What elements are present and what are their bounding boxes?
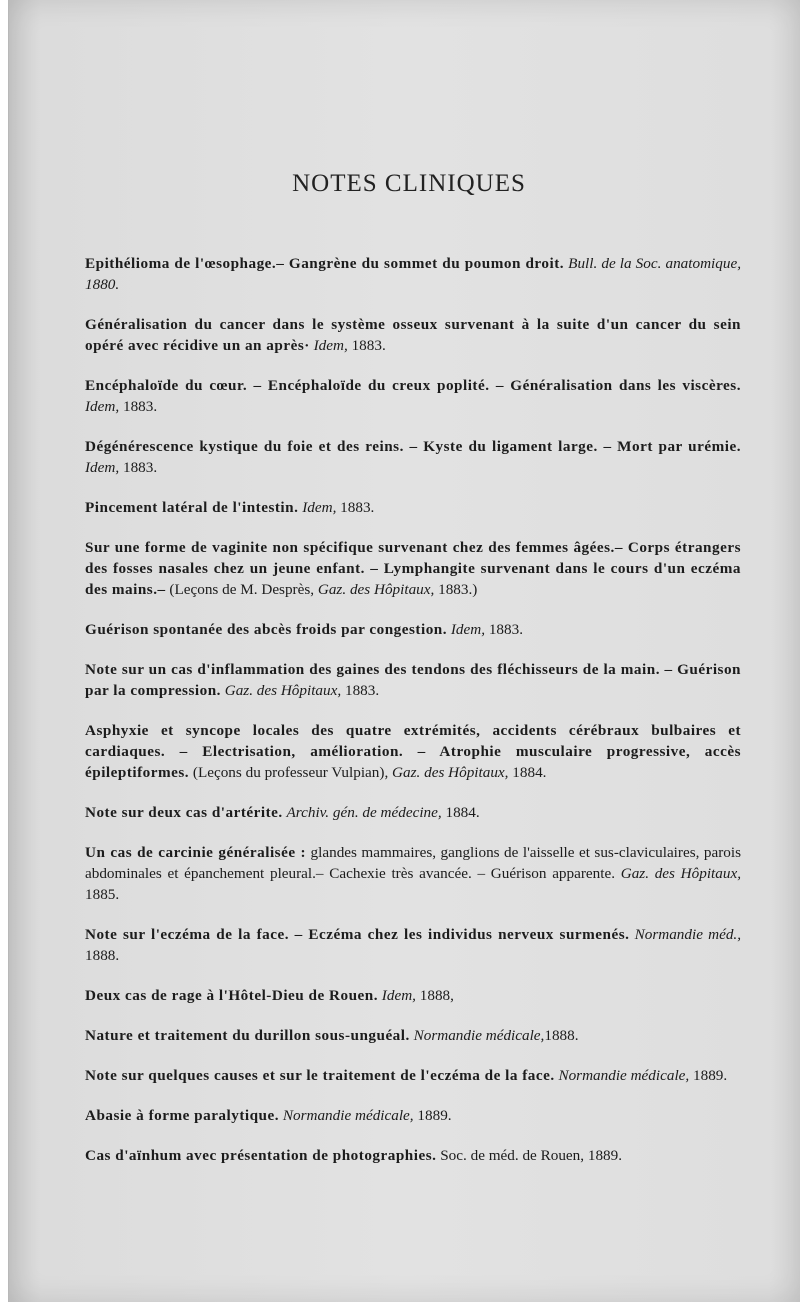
- entry-year: 1888.: [544, 1027, 579, 1044]
- entry-title: Note sur quelques causes et sur le traitement de l'eczéma de la face.: [85, 1067, 555, 1084]
- list-item: [85, 720, 741, 783]
- entry-source: Normandie méd.,: [634, 926, 742, 943]
- list-item: [85, 1065, 741, 1086]
- entry-title: Sur une forme de vaginite non spécifique survenant chez des femmes âgées.– Corps étrangers des fosses nasales chez un jeune enfant. – Lymphangite survenant dans le cours d'un eczéma des mains.–: [85, 539, 741, 598]
- entry-source: Idem,: [381, 987, 416, 1004]
- list-item: [85, 314, 741, 356]
- entry-title: Encéphaloïde du cœur. – Encéphaloïde du creux poplité. – Généralisation dans les viscères.: [85, 377, 741, 394]
- entry-year: 1885.: [85, 886, 120, 903]
- list-item: [85, 1145, 741, 1166]
- list-item: [85, 659, 741, 701]
- entry-title: Note sur deux cas d'artérite.: [85, 804, 283, 821]
- entry-title: Asphyxie et syncope locales des quatre extrémités, accidents cérébraux bulbaires et cardiaques. – Electrisation, amélioration. – Atrophie musculaire progressive, accès épileptiformes.: [85, 722, 741, 781]
- entry-year: 1883.): [434, 581, 478, 598]
- entry-year: 1883.: [336, 499, 375, 516]
- entry-title: Epithélioma de l'œsophage.– Gangrène du sommet du poumon droit.: [85, 255, 565, 272]
- entry-note: (Leçons du professeur Vulpian),: [189, 764, 393, 781]
- entry-title: Guérison spontanée des abcès froids par congestion.: [85, 621, 448, 638]
- entry-year: 1888.: [85, 947, 120, 964]
- entry-title: Deux cas de rage à l'Hôtel-Dieu de Rouen.: [85, 987, 378, 1004]
- entry-title: Note sur un cas d'inflammation des gaines des tendons des fléchisseurs de la main. – Guérison par la compression.: [85, 661, 741, 699]
- entry-title: Cas d'aïnhum avec présentation de photographies.: [85, 1147, 437, 1164]
- entry-source: Bull. de la Soc. anatomique, 1880.: [85, 255, 741, 293]
- entry-source: Idem,: [85, 398, 120, 415]
- list-item: [85, 253, 741, 295]
- entry-title: Note sur l'eczéma de la face. – Eczéma chez les individus nerveux surmenés.: [85, 926, 630, 943]
- entry-source: Normandie médicale,: [558, 1067, 690, 1084]
- entry-year: 1883.: [119, 459, 158, 476]
- list-item: [85, 985, 741, 1006]
- list-item: [85, 619, 741, 640]
- entry-source: Gaz. des Hôpitaux,: [620, 865, 741, 882]
- entry-source: Gaz. des Hôpitaux,: [224, 682, 342, 699]
- entry-title: Pincement latéral de l'intestin.: [85, 499, 299, 516]
- scanned-page: [8, 0, 800, 1302]
- entry-source: Gaz. des Hôpitaux,: [392, 764, 509, 781]
- entry-year: 1889.: [413, 1107, 452, 1124]
- entry-year: 1884.: [508, 764, 547, 781]
- entry-title: Généralisation du cancer dans le système osseux survenant à la suite d'un cancer du sein opéré avec récidive un an après·: [85, 316, 741, 354]
- entry-source: Archiv. gén. de médecine,: [286, 804, 442, 821]
- list-item: [85, 497, 741, 518]
- list-item: [85, 842, 741, 905]
- entry-title: Un cas de carcinie généralisée :: [85, 844, 307, 861]
- list-item: [85, 436, 741, 478]
- entry-note: (Leçons de M. Desprès,: [165, 581, 318, 598]
- entry-title: Abasie à forme paralytique.: [85, 1107, 280, 1124]
- entry-year: 1889.: [689, 1067, 728, 1084]
- entry-year: 1883.: [347, 337, 386, 354]
- entry-source: Idem,: [302, 499, 337, 516]
- entry-year: 1883.: [341, 682, 380, 699]
- entry-title: Dégénérescence kystique du foie et des reins. – Kyste du ligament large. – Mort par urémie.: [85, 438, 741, 455]
- entry-year: 1884.: [441, 804, 480, 821]
- list-item: [85, 1105, 741, 1126]
- entry-source: Idem,: [85, 459, 120, 476]
- list-item: [85, 537, 741, 600]
- entry-year: 1883.: [119, 398, 158, 415]
- entry-note: glandes mammaires, ganglions de l'aisselle et sus-claviculaires, parois abdominales et épanchement pleural.– Cachexie très avancée. – Guérison apparente.: [85, 844, 741, 882]
- list-item: [85, 924, 741, 966]
- entry-year: 1888,: [415, 987, 454, 1004]
- entry-list: [85, 253, 741, 1185]
- list-item: [85, 375, 741, 417]
- entry-source: Normandie médicale,: [282, 1107, 414, 1124]
- list-item: [85, 1025, 741, 1046]
- entry-title: Nature et traitement du durillon sous-unguéal.: [85, 1027, 410, 1044]
- entry-source: Idem,: [313, 337, 348, 354]
- entry-note: Soc. de méd. de Rouen, 1889.: [436, 1147, 623, 1164]
- page-title: NOTES CLINIQUES: [292, 170, 526, 197]
- list-item: [85, 802, 741, 823]
- entry-source: Gaz. des Hôpitaux,: [317, 581, 435, 598]
- entry-source: Normandie médicale,: [413, 1027, 545, 1044]
- entry-year: 1883.: [485, 621, 523, 638]
- entry-source: Idem,: [450, 621, 486, 638]
